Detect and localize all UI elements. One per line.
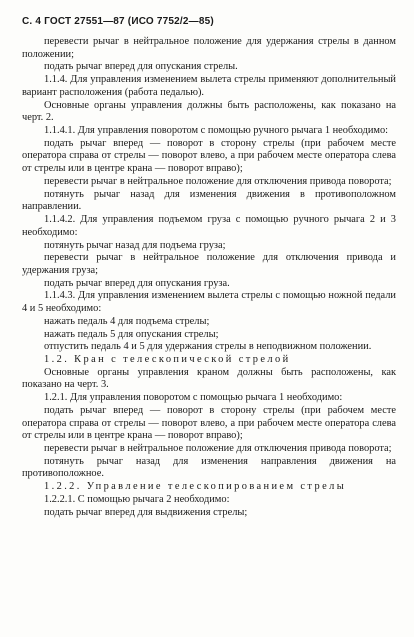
paragraph: подать рычаг вперед для опускания груза. — [44, 277, 230, 289]
paragraph: 1.1.4.3. Для управления изменением вылета стрелы с помощью ножной педали 4 и 5 необходимо: — [22, 290, 396, 315]
paragraph: подать рычаг вперед для выдвижения стрелы; — [44, 506, 248, 518]
page-header: С. 4 ГОСТ 27551—87 (ИСО 7752/2—85) — [22, 16, 214, 27]
paragraph: подать рычаг вперед — поворот в сторону стрелы (при рабочем месте оператора справа от стрелы — поворот влево, а при рабочем месте оператора слева от стрелы или в центре крана — поворот вправо); — [22, 137, 396, 175]
section-heading: 1.2.2. Управление телескопированием стрелы — [44, 481, 347, 493]
paragraph: отпустить педаль 4 и 5 для удержания стрелы в неподвижном положении. — [44, 341, 372, 353]
paragraph: 1.1.4.2. Для управления подъемом груза с помощью ручного рычага 2 и 3 необходимо: — [22, 214, 396, 238]
paragraph: 1.1.4.1. Для управления поворотом с помощью ручного рычага 1 необходимо: — [44, 125, 389, 137]
paragraph: потянуть рычаг назад для изменения направления движения на противоположное. — [22, 455, 396, 480]
paragraph: перевести рычаг в нейтральное положение для отключения привода поворота; — [44, 175, 392, 187]
paragraph: перевести рычаг в нейтральное положение для отключения привода поворота; — [44, 443, 392, 454]
paragraph: подать рычаг вперед — поворот в сторону стрелы (при рабочем месте оператора справа от стрелы — поворот влево, а при рабочем месте оператора слева от стрелы или в центре крана — поворот вправо); — [22, 404, 396, 442]
paragraph: потянуть рычаг назад для подъема груза; — [44, 239, 226, 251]
paragraph: потянуть рычаг назад для изменения движения в противоположном направлении. — [22, 188, 396, 213]
paragraph: подать рычаг вперед для опускания стрелы. — [44, 61, 238, 73]
paragraph: перевести рычаг в нейтральное положение для отключения привода и удержания груза; — [22, 252, 396, 276]
paragraph: 1.2.2.1. С помощью рычага 2 необходимо: — [44, 493, 230, 505]
paragraph: перевести рычаг в нейтральное положение для удержания стрелы в данном положении; — [22, 36, 396, 60]
paragraph: нажать педаль 5 для опускания стрелы; — [44, 328, 219, 340]
body-text — [22, 36, 396, 519]
paragraph: Основные органы управления должны быть расположены, как показано на черт. 2. — [22, 99, 396, 124]
paragraph: 1.2.1. Для управления поворотом с помощью рычага 1 необходимо: — [44, 392, 343, 404]
paragraph: нажать педаль 4 для подъема стрелы; — [44, 315, 210, 327]
section-heading: 1.2. Кран с телескопической стрелой — [44, 353, 291, 365]
paragraph: Основные органы управления краном должны быть расположены, как показано на черт. 3. — [22, 366, 396, 391]
paragraph: 1.1.4. Для управления изменением вылета стрелы применяют дополнительный вариант расположения (работа педалью). — [22, 74, 396, 98]
